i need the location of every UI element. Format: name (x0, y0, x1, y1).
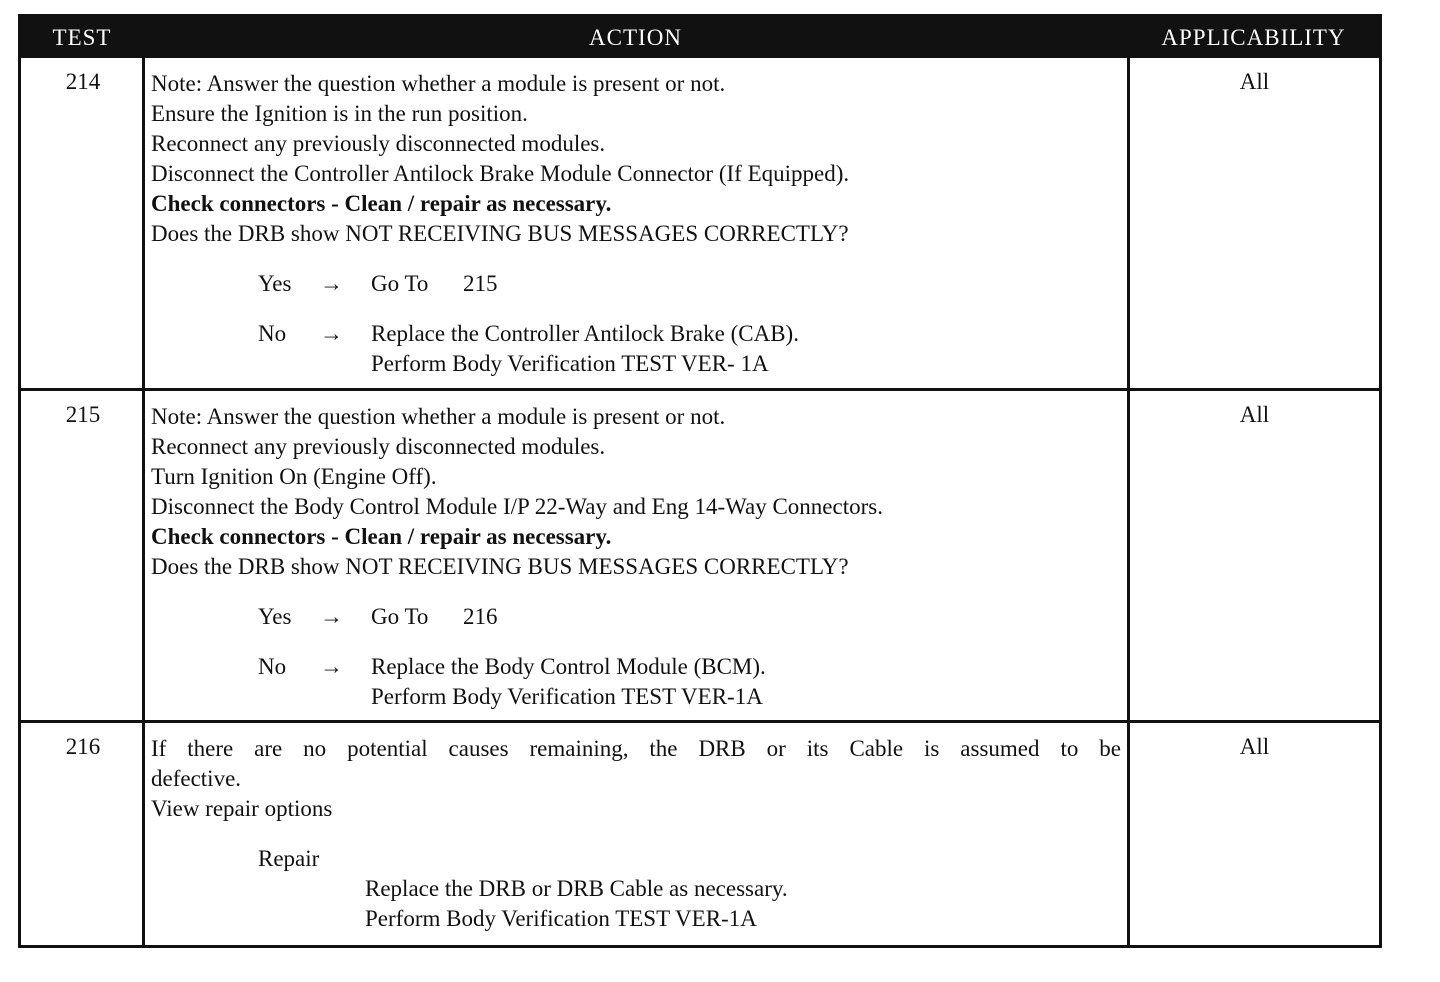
action-line: If there are no potential causes remaining, the DRB or its Cable is assumed to be (151, 736, 1121, 761)
action-cell (151, 402, 1121, 712)
table-row-215 (21, 391, 1379, 720)
verification-step: Perform Body Verification TEST VER-1A (365, 906, 757, 931)
test-number: 216 (65, 734, 101, 759)
repair-step (151, 874, 1121, 904)
action-line: Disconnect the Body Control Module I/P 22-Way and Eng 14-Way Connectors. (151, 494, 883, 519)
action-line: Note: Answer the question whether a module is present or not. (151, 71, 726, 96)
no-answer (151, 319, 1121, 349)
action-line: Reconnect any previously disconnected modules. (151, 131, 606, 156)
yes-answer (151, 269, 1121, 299)
header-test: TEST (52, 25, 112, 50)
no-result: Replace the Body Control Module (BCM). (371, 654, 766, 679)
applicability-value: All (1239, 69, 1270, 94)
header-action: ACTION (589, 25, 682, 50)
goto-target: 215 (463, 271, 498, 296)
action-cell (151, 69, 1121, 379)
action-line-emphasis: Check connectors - Clean / repair as necessary. (151, 191, 612, 216)
question-line: Does the DRB show NOT RECEIVING BUS MESSAGES CORRECTLY? (151, 221, 849, 246)
action-line: Reconnect any previously disconnected modules. (151, 434, 606, 459)
action-line: Disconnect the Controller Antilock Brake Module Connector (If Equipped). (151, 161, 850, 186)
action-line: Note: Answer the question whether a module is present or not. (151, 404, 726, 429)
repair-step (151, 904, 1121, 934)
yes-label: Yes (258, 604, 292, 629)
no-label: No (258, 654, 287, 679)
goto-label: Go To (371, 604, 429, 629)
verification-step: Perform Body Verification TEST VER-1A (371, 684, 763, 709)
action-line: Ensure the Ignition is in the run position. (151, 101, 528, 126)
test-number: 214 (65, 69, 101, 94)
repair-step-text: Replace the DRB or DRB Cable as necessary. (365, 876, 788, 901)
test-number: 215 (65, 402, 101, 427)
repair-label: Repair (258, 846, 320, 871)
applicability-value: All (1239, 402, 1270, 427)
question-line: Does the DRB show NOT RECEIVING BUS MESSAGES CORRECTLY? (151, 554, 849, 579)
action-line: defective. (151, 766, 242, 791)
action-line-emphasis: Check connectors - Clean / repair as necessary. (151, 524, 612, 549)
table-row-214 (21, 58, 1379, 388)
arrow-right-icon: → (320, 654, 343, 679)
arrow-right-icon: → (320, 271, 343, 296)
header-applicability: APPLICABILITY (1161, 25, 1346, 50)
applicability-value: All (1239, 734, 1270, 759)
arrow-right-icon: → (320, 321, 343, 346)
goto-target: 216 (463, 604, 498, 629)
no-label: No (258, 321, 287, 346)
verification-step: Perform Body Verification TEST VER- 1A (371, 351, 769, 376)
repair-option (151, 844, 1121, 874)
table-header (21, 17, 1379, 58)
goto-label: Go To (371, 271, 429, 296)
arrow-right-icon: → (320, 604, 343, 629)
no-result-continued (151, 349, 1121, 379)
action-line: View repair options (151, 796, 333, 821)
no-result-continued (151, 682, 1121, 712)
action-cell (151, 734, 1121, 934)
no-result: Replace the Controller Antilock Brake (CAB). (371, 321, 799, 346)
diagnostic-test-table (18, 14, 1382, 948)
action-line: Turn Ignition On (Engine Off). (151, 464, 437, 489)
yes-answer (151, 602, 1121, 632)
no-answer (151, 652, 1121, 682)
yes-label: Yes (258, 271, 292, 296)
table-row-216 (21, 723, 1379, 945)
